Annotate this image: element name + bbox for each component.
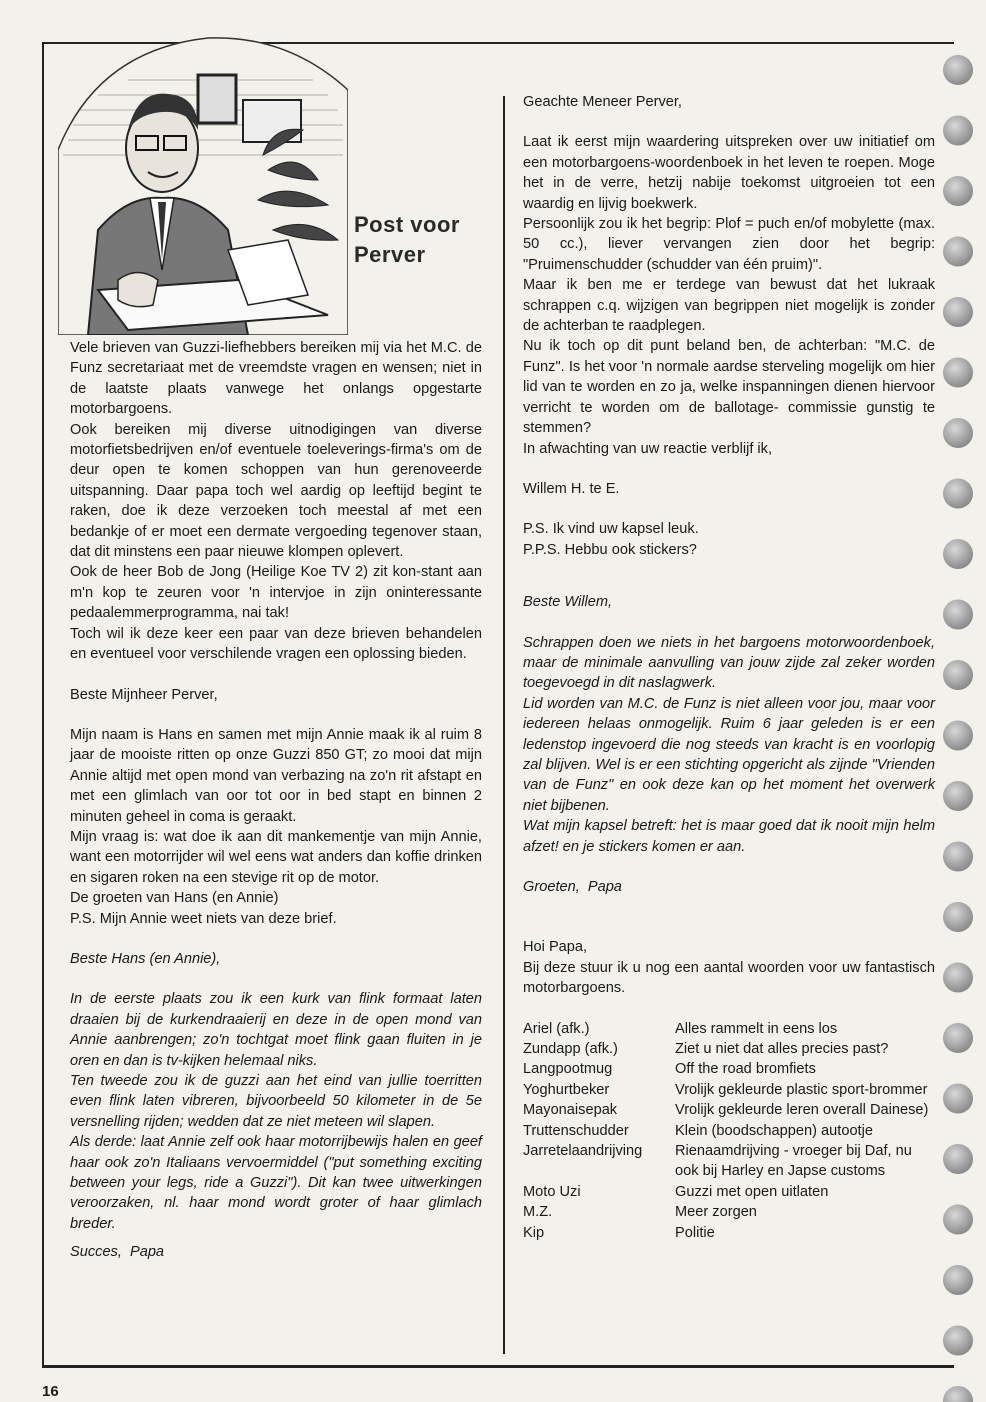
page-number: 16: [42, 1383, 59, 1400]
binder-hole: [943, 1265, 973, 1295]
word-meaning: Vrolijk gekleurde leren overall Dainese): [675, 1102, 929, 1119]
letter-paragraph: Mijn naam is Hans en samen met mijn Annie maak ik al ruim 8 jaar de mooiste ritten op onze Guzzi 850 GT; zo mooi dat mijn Annie altijd met open mond van verbazing na zo'n rit afstapt en met een glimlach van oor tot oor in bed stapt en binnen 2 minuten geheel in coma is geraakt.: [70, 726, 482, 825]
letter-salutation: Beste Mijnheer Perver,: [70, 686, 218, 703]
reply-salutation: Beste Hans (en Annie),: [70, 950, 221, 967]
binder-hole: [943, 1084, 973, 1114]
letter-paragraph: Mijn vraag is: wat doe ik aan dit mankementje van mijn Annie, want een motorrijder wil wel eens wat anders dan koffie drinken en sigaren roken na een stevige rit op de motor.: [70, 828, 482, 886]
word-meaning: Rienaamdrijving - vroeger bij Daf, nu ook bij Harley en Japse customs: [675, 1143, 912, 1180]
word-meaning: Vrolijk gekleurde plastic sport-brommer: [675, 1081, 928, 1098]
reply-paragraph: Ten tweede zou ik de guzzi aan het eind van jullie toerritten even flink laten vibreren, bijvoorbeeld 50 kilometer in de 5e versnelling rijden; wedden dat ze niet meteen wil slapen.: [70, 1073, 482, 1130]
word-meaning: Alles rammelt in eens los: [675, 1020, 838, 1037]
binder-hole: [943, 176, 973, 206]
binder-hole: [943, 660, 973, 690]
table-row: [523, 1141, 935, 1182]
reply-signature: Succes, Papa: [70, 1244, 165, 1261]
word-term: Jarretelaandrijving: [523, 1143, 643, 1160]
word-term: Truttenschudder: [523, 1122, 629, 1139]
word-meaning: Off the road bromfiets: [675, 1061, 816, 1078]
letter-signature: Willem H. te E.: [523, 480, 620, 497]
table-row: [523, 1121, 935, 1141]
letter-salutation: Hoi Papa,: [523, 939, 588, 956]
binder-hole: [943, 297, 973, 327]
binder-hole: [943, 1386, 973, 1402]
binder-hole: [943, 600, 973, 630]
binder-rings: [940, 50, 976, 1402]
reply-paragraph: Als derde: laat Annie zelf ook haar motorrijbewijs halen en geef haar ook zo'n Italiaans vervoermiddel ("put something exciting between your legs, ride a Guzzi"). Dit kan twee uitwerkingen veroorzaken, nl. haar mond wordt groter of haar glimlach breder.: [70, 1134, 482, 1232]
paragraph: Ook de heer Bob de Jong (Heilige Koe TV 2) zit kon-stant aan m'n kop te zeuren voor 'n intervjoe in zijn oninteressante pedaalemmerprogramma, nai tak!: [70, 564, 482, 622]
paragraph: Toch wil ik deze keer een paar van deze brieven behandelen en eventueel voor verschilende vragen een oplossing bieden.: [70, 625, 482, 663]
letter-closing: De groeten van Hans (en Annie): [70, 890, 279, 907]
word-meaning: Meer zorgen: [675, 1204, 757, 1221]
word-term: Mayonaisepak: [523, 1102, 618, 1119]
letter-paragraph: Maar ik ben me er terdege van bewust dat het lukraak schrappen c.q. wijzigen van begrippen niet mogelijk is zonder de achterban te raadplegen.: [523, 277, 935, 335]
table-row: [523, 1202, 935, 1222]
word-term: Zundapp (afk.): [523, 1041, 618, 1058]
word-term: Ariel (afk.): [523, 1020, 590, 1037]
binder-hole: [943, 1326, 973, 1356]
reply-paragraph: Lid worden van M.C. de Funz is niet alleen voor jou, maar voor iedereen helaas onmogelijk. Ruim 6 jaar geleden is er een ledenstop ingevoerd die nog steeds van kracht is en voorlopig zal blijven. Wel is er een stichting opgericht als zijnde "Vrienden van de Funz" en ook deze kan op het moment het overwerk niet bijbenen.: [523, 695, 935, 814]
binder-hole: [943, 1023, 973, 1053]
binder-hole: [943, 781, 973, 811]
right-column: [523, 92, 935, 1243]
letter-paragraph: Nu ik toch op dit punt beland ben, de achterban: "M.C. de Funz". Is het voor 'n normale aardse sterveling mogelijk om hier lid van te worden en zo ja, welke inspanningen dienen hiervoor verricht te worden om de ballotage- commissie gunstig te stemmen?: [523, 338, 935, 437]
word-meaning: Klein (boodschappen) autootje: [675, 1122, 873, 1139]
word-term: Moto Uzi: [523, 1183, 581, 1200]
letter-paragraph: Persoonlijk zou ik het begrip: Plof = puch en/of mobylette (max. 50 cc.), liever vervangen zien door het begrip: "Pruimenschudder (schudder van één pruim)".: [523, 216, 935, 273]
binder-hole: [943, 479, 973, 509]
binder-hole: [943, 842, 973, 872]
letter-salutation: Geachte Meneer Perver,: [523, 94, 682, 110]
word-term: Langpootmug: [523, 1061, 613, 1078]
word-list-table: [523, 1019, 935, 1243]
letter-paragraph: Laat ik eerst mijn waardering uitspreken over uw initiatief om een motorbargoens-woordenboek in het leven te roepen. Moge het in de verre, hetzij nabije toekomst uitgroeien tot een waardig en lijvig boekwerk.: [523, 134, 935, 212]
table-row: [523, 1019, 935, 1039]
binder-hole: [943, 1205, 973, 1235]
binder-hole: [943, 116, 973, 146]
intro-paragraph: Vele brieven van Guzzi-liefhebbers bereiken mij via het M.C. de Funz secretariaat met de vreemdste vragen en wensen; niet in de laatste plaats vanwege het onlangs opgestarte motorbargoens.: [70, 340, 482, 418]
binder-hole: [943, 358, 973, 388]
word-meaning: Politie: [675, 1224, 715, 1241]
reply-paragraph: In de eerste plaats zou ik een kurk van flink formaat laten draaien bij de kurkendraaierij en deze in de open mond van Annie aanbrengen; zo'n tochtgat moet flink gaan fluiten in je oren en dan is tv-kijken helemaal niks.: [70, 991, 482, 1069]
binder-hole: [943, 963, 973, 993]
paragraph: Ook bereiken mij diverse uitnodigingen van diverse motorfietsbedrijven en/of eventuele toeleverings-firma's om de deur open te komen schoppen van hun gerenoveerde uitspanning. Daar papa toch wel aardig op leeftijd begint te raken, doe ik deze verzoeken toch meestal af met een bedankje of er moet een dermate vergoeding tegenover staan, dat dit minstens een paar nieuwe klompen oplevert.: [70, 421, 482, 561]
reply-paragraph: Wat mijn kapsel betreft: het is maar goed dat ik nooit mijn helm afzet! en je stickers komen er aan.: [523, 818, 935, 855]
binder-hole: [943, 1144, 973, 1174]
reply-signature: Groeten, Papa: [523, 879, 622, 895]
word-meaning: Ziet u niet dat alles precies past?: [675, 1041, 889, 1058]
column-divider: [503, 96, 505, 1354]
table-row: [523, 1223, 935, 1243]
title-line-2: Perver: [354, 242, 426, 267]
word-term: Yoghurtbeker: [523, 1081, 610, 1098]
word-term: Kip: [523, 1224, 545, 1241]
left-column: [70, 338, 482, 1263]
table-row: [523, 1080, 935, 1100]
letter-paragraph: Bij deze stuur ik u nog een aantal woorden voor uw fantastisch motorbargoens.: [523, 959, 935, 997]
reply-paragraph: Schrappen doen we niets in het bargoens motorwoordenboek, maar de minimale aanvulling van jouw zijde zal zeker worden toegevoegd in dit naslagwerk.: [523, 634, 935, 692]
letter-paragraph: In afwachting van uw reactie verblijf ik,: [523, 440, 773, 457]
article-title: [354, 210, 460, 270]
table-row: [523, 1059, 935, 1079]
binder-ring-holes: [940, 50, 976, 1402]
reply-salutation: Beste Willem,: [523, 594, 613, 611]
binder-hole: [943, 721, 973, 751]
title-line-1: Post voor: [354, 212, 460, 237]
binder-hole: [943, 55, 973, 85]
man-at-desk-illustration: [58, 30, 348, 335]
word-meaning: Guzzi met open uitlaten: [675, 1183, 829, 1200]
binder-hole: [943, 539, 973, 569]
table-row: [523, 1039, 935, 1059]
binder-hole: [943, 418, 973, 448]
word-term: M.Z.: [523, 1204, 553, 1221]
binder-hole: [943, 237, 973, 267]
letter-postscript: P.S. Mijn Annie weet niets van deze brief.: [70, 910, 337, 927]
table-row: [523, 1182, 935, 1202]
table-row: [523, 1100, 935, 1120]
binder-hole: [943, 902, 973, 932]
letter-postscript: P.P.S. Hebbu ook stickers?: [523, 541, 697, 558]
letter-postscript: P.S. Ik vind uw kapsel leuk.: [523, 521, 699, 538]
